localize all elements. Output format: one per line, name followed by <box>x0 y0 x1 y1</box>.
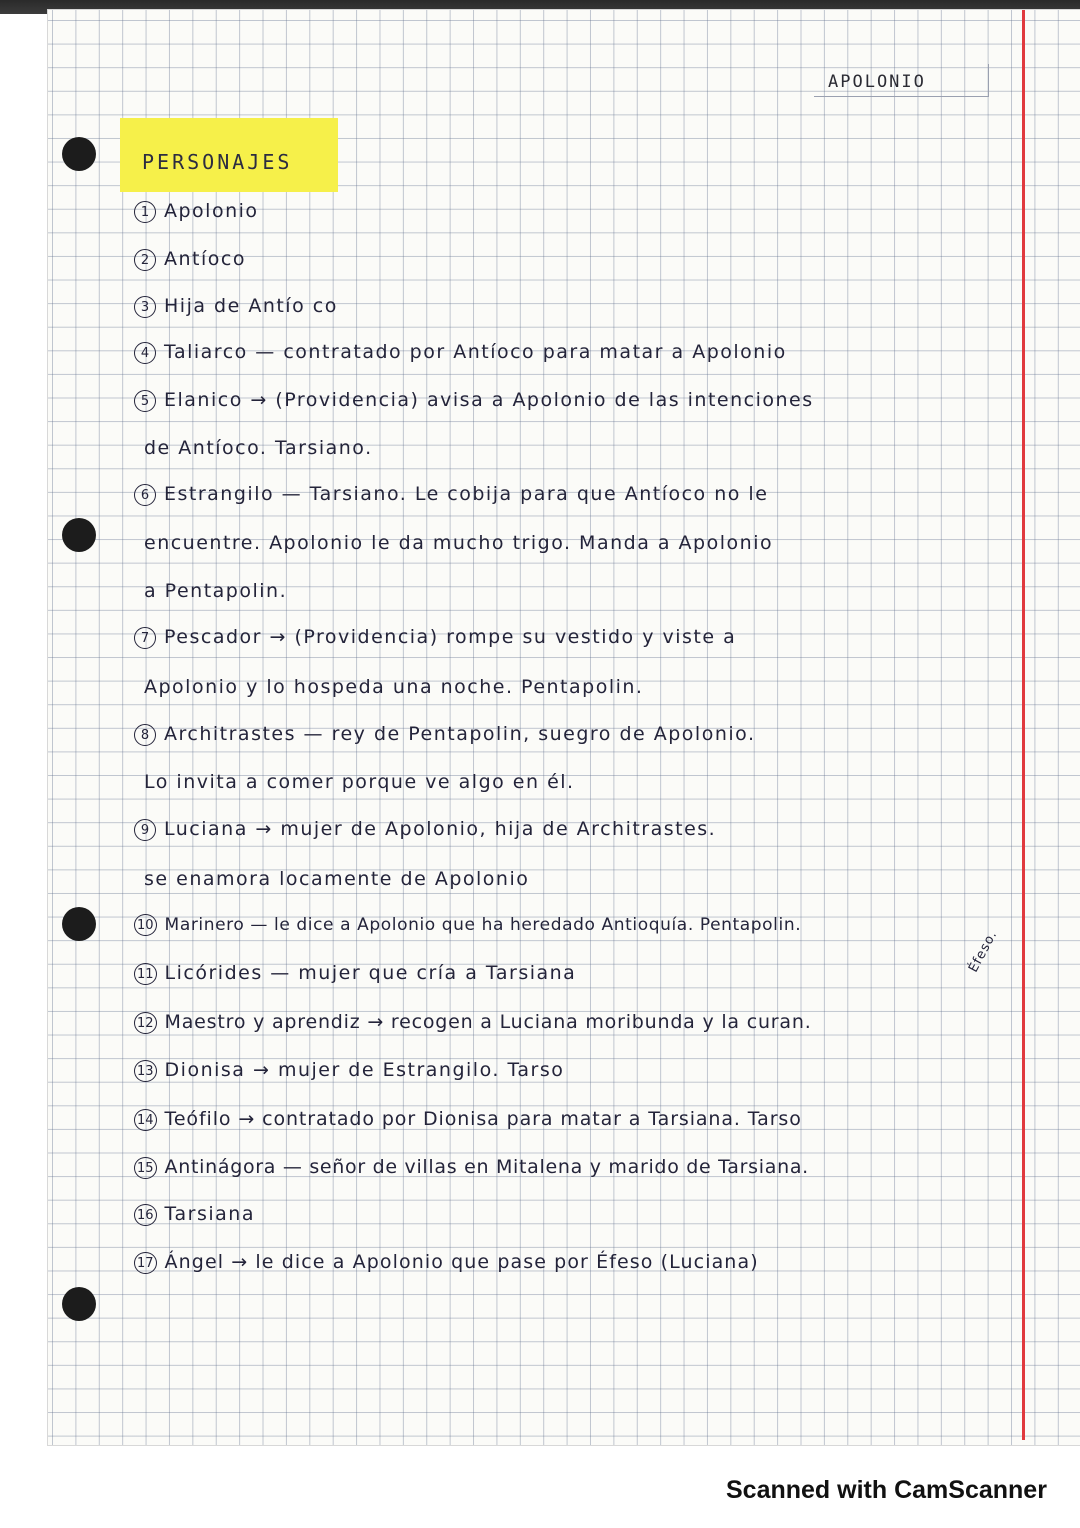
continuation-line <box>144 868 529 890</box>
line-text: Apolonio y lo hospeda una noche. Pentapolin. <box>144 676 644 698</box>
line-text: encuentre. Apolonio le da mucho trigo. Manda a Apolonio <box>144 532 774 554</box>
item-number: 17 <box>134 1252 157 1274</box>
character-line <box>134 962 576 985</box>
item-number: 10 <box>134 914 157 936</box>
line-text: Teófilo → contratado por Dionisa para matar a Tarsiana. Tarso <box>164 1108 802 1130</box>
character-line <box>134 341 787 364</box>
continuation-line <box>144 437 373 459</box>
line-text: se enamora locamente de Apolonio <box>144 868 530 890</box>
character-line <box>134 818 716 841</box>
character-line <box>134 295 338 318</box>
item-number: 14 <box>134 1109 157 1131</box>
continuation-line <box>144 676 643 698</box>
character-line <box>134 723 755 746</box>
section-title: PERSONAJES <box>142 150 293 174</box>
line-text: Marinero — le dice a Apolonio que ha heredado Antioquía. Pentapolin. <box>164 915 802 935</box>
item-number: 12 <box>134 1012 157 1034</box>
character-line <box>134 1203 255 1226</box>
item-number: 5 <box>134 390 156 412</box>
line-text: Luciana → mujer de Apolonio, hija de Architrastes. <box>164 818 717 840</box>
line-text: Antíoco <box>164 248 246 270</box>
item-number: 7 <box>134 627 156 649</box>
line-text: Licórides — mujer que cría a Tarsiana <box>164 962 577 984</box>
item-number: 13 <box>134 1060 157 1082</box>
line-text: de Antíoco. Tarsiano. <box>144 437 373 459</box>
item-number: 2 <box>134 249 156 271</box>
binder-hole <box>62 1287 96 1321</box>
character-line <box>134 626 736 649</box>
margin-note: Éfeso. <box>966 927 1001 976</box>
character-line <box>134 1156 809 1179</box>
line-text: Hija de Antío co <box>164 295 338 317</box>
item-number: 9 <box>134 819 156 841</box>
line-text: Ángel → le dice a Apolonio que pase por Éfeso (Luciana) <box>164 1251 759 1273</box>
line-text: Maestro y aprendiz → recogen a Luciana moribunda y la curan. <box>164 1011 812 1033</box>
line-text: Lo invita a comer porque ve algo en él. <box>144 771 575 793</box>
red-margin-line <box>1022 10 1025 1440</box>
character-line <box>134 200 259 223</box>
binder-hole <box>62 137 96 171</box>
continuation-line <box>144 771 575 793</box>
line-text: Dionisa → mujer de Estrangilo. Tarso <box>164 1059 565 1081</box>
item-number: 1 <box>134 201 156 223</box>
character-line <box>134 1108 802 1131</box>
line-text: Estrangilo — Tarsiano. Le cobija para que Antíoco no le <box>164 483 769 505</box>
line-text: Apolonio <box>164 200 259 222</box>
character-line <box>134 248 246 271</box>
binder-hole <box>62 518 96 552</box>
continuation-line <box>144 532 773 554</box>
character-line <box>134 1251 759 1274</box>
character-line <box>134 389 814 412</box>
binder-hole <box>62 907 96 941</box>
item-number: 4 <box>134 342 156 364</box>
item-number: 11 <box>134 963 157 985</box>
scanner-watermark: Scanned with CamScanner <box>726 1476 1047 1504</box>
item-number: 8 <box>134 724 156 746</box>
character-line <box>134 1059 564 1082</box>
line-text: Architrastes — rey de Pentapolin, suegro de Apolonio. <box>164 723 756 745</box>
line-text: Taliarco — contratado por Antíoco para matar a Apolonio <box>164 341 787 363</box>
page-header-title: APOLONIO <box>828 72 926 92</box>
item-number: 3 <box>134 296 156 318</box>
line-text: Elanico → (Providencia) avisa a Apolonio de las intenciones <box>164 389 814 411</box>
character-line <box>134 483 768 506</box>
item-number: 15 <box>134 1157 157 1179</box>
line-text: Tarsiana <box>164 1203 255 1225</box>
line-text: Pescador → (Providencia) rompe su vestido y viste a <box>164 626 737 648</box>
line-text: a Pentapolin. <box>144 580 288 602</box>
character-line <box>134 914 801 936</box>
line-text: Antinágora — señor de villas en Mitalena y marido de Tarsiana. <box>164 1156 809 1178</box>
character-line <box>134 1011 812 1034</box>
continuation-line <box>144 580 287 602</box>
item-number: 6 <box>134 484 156 506</box>
item-number: 16 <box>134 1204 157 1226</box>
